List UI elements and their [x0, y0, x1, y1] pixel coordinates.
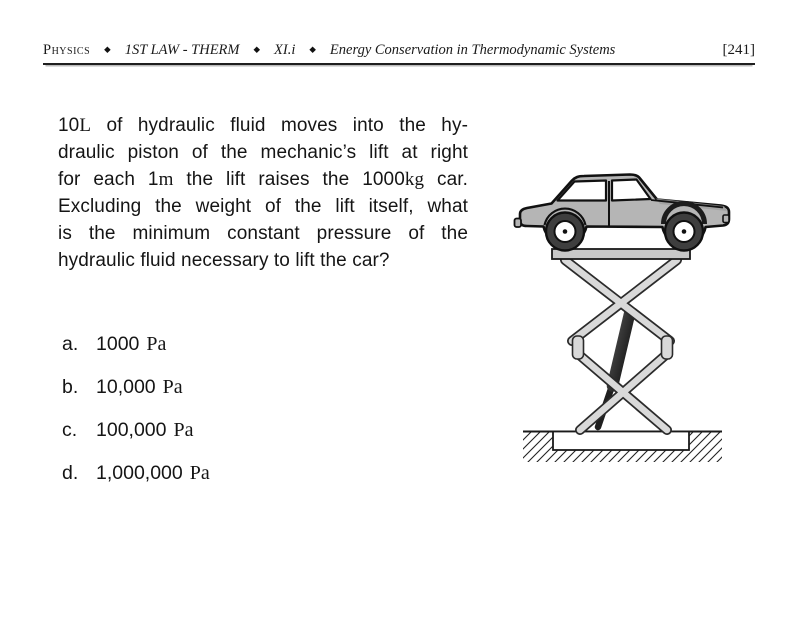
question-line: hydraulic fluid necessary to lift the car?: [58, 250, 390, 271]
front-bumper: [515, 219, 522, 228]
question-line: for each 1m the lift raises the 1000kg car.: [58, 169, 469, 190]
choice-c[interactable]: [62, 417, 210, 443]
question-line: Excluding the weight of the lift itself, what: [58, 196, 468, 217]
choice-letter: c.: [62, 419, 78, 441]
choice-a[interactable]: [62, 331, 210, 357]
choice-value: 10,000 Pa: [96, 376, 183, 398]
choice-value: 100,000 Pa: [96, 419, 194, 441]
choice-b[interactable]: [62, 374, 210, 400]
car-icon: [515, 175, 730, 251]
header-section: XI.i: [274, 42, 296, 58]
choice-letter: d.: [62, 462, 79, 484]
choice-d[interactable]: [62, 460, 210, 486]
header-course: 1ST LAW - THERM: [124, 42, 240, 58]
header-topic: Energy Conservation in Thermodynamic Systems: [329, 42, 616, 58]
header-subject: Physics: [43, 42, 91, 58]
diamond-icon: ◆: [253, 44, 261, 54]
choice-letter: a.: [62, 333, 79, 355]
diamond-icon: ◆: [104, 44, 111, 54]
question-line: draulic piston of the mechanic’s lift at right: [58, 142, 468, 163]
question-text: [58, 112, 468, 274]
mechanic-lift-figure: [505, 165, 740, 470]
front-wheel: [546, 213, 584, 251]
choice-letter: b.: [62, 376, 79, 398]
question-line: 10L of hydraulic fluid moves into the hy-: [58, 115, 468, 136]
hinge-connector: [573, 336, 584, 359]
answer-choices: [62, 331, 210, 503]
hinge-connector: [662, 336, 673, 359]
ground-hatching: [523, 431, 722, 462]
question-line: is the minimum constant pressure of the: [58, 223, 468, 244]
choice-value: 1000 Pa: [96, 333, 167, 355]
diamond-icon: ◆: [309, 44, 316, 54]
header-breadcrumb: [43, 42, 615, 59]
lift-platform: [552, 249, 690, 259]
rear-wheel: [665, 213, 703, 251]
tail-light: [723, 215, 729, 223]
page-header: [43, 36, 755, 65]
choice-value: 1,000,000 Pa: [96, 462, 210, 484]
page-number: [241]: [722, 42, 755, 58]
